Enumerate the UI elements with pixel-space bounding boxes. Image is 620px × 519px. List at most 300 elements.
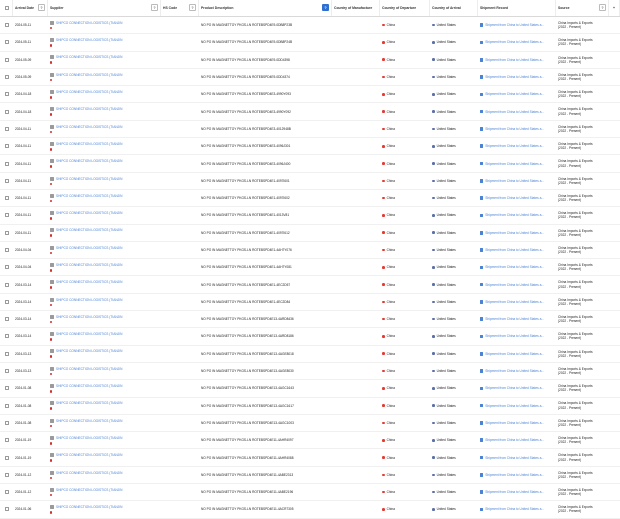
table-row[interactable] bbox=[0, 276, 620, 293]
row-checkbox[interactable] bbox=[5, 110, 9, 114]
arrival-date: 2024-03-14 bbox=[15, 334, 32, 339]
departure-label: China bbox=[386, 23, 395, 28]
table-row[interactable] bbox=[0, 259, 620, 276]
china-flag-icon bbox=[382, 335, 385, 338]
departure-label: China bbox=[386, 507, 395, 512]
row-checkbox[interactable] bbox=[5, 456, 9, 460]
source-line-1: China Imports & Exports bbox=[558, 505, 593, 510]
supplier-link[interactable]: SHIPCO CONNECTION LOGISTICS (TIANJIN bbox=[56, 159, 123, 164]
table-row[interactable] bbox=[0, 173, 620, 190]
row-spacer bbox=[609, 242, 620, 258]
product-description: NO PO IN MAGNETTOY PKGS-LN ROTEBSPD4E1-4EC2D84 bbox=[201, 299, 291, 304]
company-icon bbox=[50, 21, 54, 25]
departure-label: China bbox=[386, 178, 395, 183]
row-select-cell bbox=[0, 138, 13, 154]
source-line-1: China Imports & Exports bbox=[558, 90, 593, 95]
supplier-cell bbox=[48, 294, 161, 310]
country-of-arrival bbox=[430, 363, 478, 379]
shipment-record bbox=[478, 277, 556, 293]
country-of-departure bbox=[380, 294, 430, 310]
row-select-cell bbox=[0, 259, 13, 275]
source-line-2: (2022 - Present) bbox=[558, 25, 582, 30]
table-row[interactable] bbox=[0, 467, 620, 484]
supplier-link[interactable]: SHIPCO CONNECTION LOGISTICS (TIANJIN bbox=[56, 332, 123, 337]
flag-icon bbox=[50, 217, 53, 220]
country-of-manufacture bbox=[332, 156, 380, 172]
document-icon bbox=[480, 179, 483, 183]
filter-active-icon[interactable]: ? bbox=[322, 4, 329, 11]
arrival-label: United States bbox=[436, 161, 456, 166]
source-line-2: (2022 - Present) bbox=[558, 111, 582, 116]
source-line-1: China Imports & Exports bbox=[558, 142, 593, 147]
flag-icon bbox=[50, 252, 53, 255]
row-checkbox[interactable] bbox=[5, 23, 9, 27]
shipment-record-link[interactable]: Shipment from China to United States a... bbox=[485, 248, 545, 252]
table-row[interactable] bbox=[0, 155, 620, 172]
supplier-link[interactable]: SHIPCO CONNECTION LOGISTICS (TIANJIN bbox=[56, 366, 123, 371]
shipment-record bbox=[478, 484, 556, 500]
header-country-of-arrival[interactable] bbox=[430, 0, 478, 16]
source-line-1: China Imports & Exports bbox=[558, 280, 593, 285]
arrival-label: United States bbox=[436, 490, 456, 495]
row-select-cell bbox=[0, 450, 13, 466]
source-line-1: China Imports & Exports bbox=[558, 211, 593, 216]
arrival-date: 2024-04-11 bbox=[15, 161, 32, 166]
supplier-link[interactable]: SHIPCO CONNECTION LOGISTICS (TIANJIN bbox=[56, 487, 123, 492]
source-line-2: (2022 - Present) bbox=[558, 440, 582, 445]
shipment-record-link[interactable]: Shipment from China to United States a... bbox=[485, 178, 545, 183]
company-icon bbox=[50, 177, 54, 181]
row-spacer bbox=[609, 190, 620, 206]
header-product-description[interactable] bbox=[199, 0, 332, 16]
arrival-label: United States bbox=[436, 230, 456, 235]
source-line-2: (2022 - Present) bbox=[558, 232, 582, 237]
supplier-link[interactable]: SHIPCO CONNECTION LOGISTICS (TIANJIN bbox=[56, 107, 123, 112]
supplier-line bbox=[50, 38, 122, 42]
source-line-2: (2022 - Present) bbox=[558, 163, 582, 168]
row-checkbox[interactable] bbox=[5, 248, 9, 252]
company-icon bbox=[50, 211, 54, 215]
row-checkbox[interactable] bbox=[5, 127, 9, 131]
company-icon bbox=[50, 263, 54, 267]
flag-icon bbox=[50, 234, 53, 237]
supplier-line bbox=[50, 419, 122, 423]
row-checkbox[interactable] bbox=[5, 404, 9, 408]
arrival-date: 2024-05-09 bbox=[15, 75, 32, 80]
company-icon bbox=[50, 73, 54, 77]
header-source[interactable] bbox=[556, 0, 609, 16]
supplier-cell bbox=[48, 173, 161, 189]
country-of-manufacture bbox=[332, 173, 380, 189]
supplier-link[interactable]: SHIPCO CONNECTION LOGISTICS (TIANJIN bbox=[56, 193, 123, 198]
source-cell bbox=[556, 346, 609, 362]
source-cell bbox=[556, 242, 609, 258]
country-of-manufacture bbox=[332, 415, 380, 431]
row-checkbox[interactable] bbox=[5, 92, 9, 96]
arrival-label: United States bbox=[436, 507, 456, 512]
document-icon bbox=[480, 162, 483, 166]
supplier-link[interactable]: SHIPCO CONNECTION LOGISTICS (TIANJIN bbox=[56, 263, 123, 267]
shipment-record-link[interactable]: Shipment from China to United States a... bbox=[485, 472, 545, 477]
table-row[interactable] bbox=[0, 484, 620, 501]
shipment-record bbox=[478, 104, 556, 120]
supplier-link[interactable]: SHIPCO CONNECTION LOGISTICS (TIANJIN bbox=[56, 280, 123, 285]
shipment-record-link[interactable]: Shipment from China to United States a... bbox=[485, 126, 545, 131]
row-checkbox[interactable] bbox=[5, 473, 9, 477]
document-icon bbox=[480, 248, 483, 252]
row-checkbox[interactable] bbox=[5, 334, 9, 338]
flag-icon bbox=[50, 200, 53, 203]
row-select-cell bbox=[0, 156, 13, 172]
row-select-cell bbox=[0, 311, 13, 327]
country-of-departure bbox=[380, 415, 430, 431]
source-line-2: (2022 - Present) bbox=[558, 198, 582, 203]
china-flag-icon bbox=[382, 352, 385, 355]
flag-icon bbox=[50, 425, 53, 428]
row-checkbox[interactable] bbox=[5, 507, 9, 511]
table-row[interactable] bbox=[0, 380, 620, 397]
supplier-link[interactable]: SHIPCO CONNECTION LOGISTICS (TIANJIN bbox=[56, 435, 123, 440]
supplier-link[interactable]: SHIPCO CONNECTION LOGISTICS (TIANJIN bbox=[56, 505, 123, 510]
table-row[interactable] bbox=[0, 52, 620, 69]
shipment-record bbox=[478, 311, 556, 327]
supplier-link[interactable]: SHIPCO CONNECTION LOGISTICS (TIANJIN bbox=[56, 90, 123, 95]
source-cell bbox=[556, 259, 609, 275]
table-row[interactable] bbox=[0, 432, 620, 449]
arrival-label: United States bbox=[436, 178, 456, 183]
document-icon bbox=[480, 75, 483, 79]
filter-icon[interactable]: ? bbox=[599, 4, 606, 11]
shipment-record-link[interactable]: Shipment from China to United States a... bbox=[485, 369, 545, 374]
supplier-cell bbox=[48, 190, 161, 206]
header-shipment-record[interactable] bbox=[478, 0, 556, 16]
arrival-date: 2024-05-11 bbox=[15, 40, 32, 45]
source-line-1: China Imports & Exports bbox=[558, 107, 593, 112]
supplier-cell bbox=[48, 69, 161, 85]
china-flag-icon bbox=[382, 24, 385, 27]
supplier-link[interactable]: SHIPCO CONNECTION LOGISTICS (TIANJIN bbox=[56, 72, 123, 77]
shipment-record-link[interactable]: Shipment from China to United States a... bbox=[485, 265, 545, 270]
row-checkbox[interactable] bbox=[5, 421, 9, 425]
row-checkbox[interactable] bbox=[5, 300, 9, 304]
shipment-record bbox=[478, 259, 556, 275]
source-cell bbox=[556, 207, 609, 223]
table-row[interactable] bbox=[0, 86, 620, 103]
china-flag-icon bbox=[382, 180, 385, 183]
departure-label: China bbox=[386, 420, 395, 425]
row-checkbox[interactable] bbox=[5, 179, 9, 183]
china-flag-icon bbox=[382, 370, 385, 373]
source-line-2: (2022 - Present) bbox=[558, 180, 582, 185]
supplier-link[interactable]: SHIPCO CONNECTION LOGISTICS (TIANJIN bbox=[56, 38, 123, 43]
row-spacer bbox=[609, 259, 620, 275]
table-row[interactable] bbox=[0, 346, 620, 363]
row-checkbox[interactable] bbox=[5, 369, 9, 373]
shipment-record-link[interactable]: Shipment from China to United States a... bbox=[485, 213, 545, 218]
header-supplier[interactable] bbox=[48, 0, 161, 16]
source-line-2: (2022 - Present) bbox=[558, 422, 582, 427]
company-icon bbox=[50, 471, 54, 475]
shipment-record-link[interactable]: Shipment from China to United States a... bbox=[485, 420, 545, 425]
source-line-1: China Imports & Exports bbox=[558, 470, 593, 475]
source-cell bbox=[556, 17, 609, 33]
china-flag-icon bbox=[382, 266, 385, 269]
source-line-1: China Imports & Exports bbox=[558, 193, 593, 198]
product-description: NO PO IN MAGNETTOY PKGS-LN ROTEBSPD4E3-4096J301 bbox=[201, 144, 291, 149]
flag-icon bbox=[50, 96, 53, 99]
country-of-departure bbox=[380, 34, 430, 50]
supplier-link[interactable]: SHIPCO CONNECTION LOGISTICS (TIANJIN bbox=[56, 418, 123, 423]
product-description: NO PO IN MAGNETTOY PKGS-LN ROTEBSPD4E1-4097I612 bbox=[201, 230, 290, 235]
shipment-record bbox=[478, 34, 556, 50]
supplier-link[interactable]: SHIPCO CONNECTION LOGISTICS (TIANJIN bbox=[56, 228, 123, 233]
arrival-label: United States bbox=[436, 386, 456, 391]
table-row[interactable] bbox=[0, 328, 620, 345]
supplier-link[interactable]: SHIPCO CONNECTION LOGISTICS (TIANJIN bbox=[56, 384, 123, 389]
shipment-record-link[interactable]: Shipment from China to United States a... bbox=[485, 317, 545, 322]
document-icon bbox=[480, 490, 483, 494]
shipment-record-link[interactable]: Shipment from China to United States a... bbox=[485, 282, 545, 287]
shipment-record-link[interactable]: Shipment from China to United States a... bbox=[485, 75, 545, 80]
supplier-link[interactable]: SHIPCO CONNECTION LOGISTICS (TIANJIN bbox=[56, 245, 123, 250]
table-row[interactable] bbox=[0, 449, 620, 466]
country-of-manufacture bbox=[332, 311, 380, 327]
supplier-line bbox=[50, 142, 122, 146]
country-of-departure bbox=[380, 190, 430, 206]
supplier-link[interactable]: SHIPCO CONNECTION LOGISTICS (TIANJIN bbox=[56, 401, 123, 406]
source-line-1: China Imports & Exports bbox=[558, 124, 593, 129]
row-select-cell bbox=[0, 277, 13, 293]
header-hs-code[interactable] bbox=[161, 0, 199, 16]
row-checkbox[interactable] bbox=[5, 352, 9, 356]
supplier-link[interactable]: SHIPCO CONNECTION LOGISTICS (TIANJIN bbox=[56, 20, 123, 25]
row-checkbox[interactable] bbox=[5, 386, 9, 390]
row-checkbox[interactable] bbox=[5, 58, 9, 62]
shipment-record-link[interactable]: Shipment from China to United States a... bbox=[485, 144, 545, 149]
row-checkbox[interactable] bbox=[5, 144, 9, 148]
row-select-cell bbox=[0, 346, 13, 362]
supplier-link[interactable]: SHIPCO CONNECTION LOGISTICS (TIANJIN bbox=[56, 470, 123, 475]
shipment-record-link[interactable]: Shipment from China to United States a... bbox=[485, 507, 545, 512]
row-select-cell bbox=[0, 69, 13, 85]
hs-code bbox=[161, 104, 199, 120]
row-checkbox[interactable] bbox=[5, 162, 9, 166]
shipment-record-link[interactable]: Shipment from China to United States a... bbox=[485, 403, 545, 408]
source-line-2: (2022 - Present) bbox=[558, 42, 582, 47]
shipment-record-link[interactable]: Shipment from China to United States a... bbox=[485, 299, 545, 304]
supplier-link[interactable]: SHIPCO CONNECTION LOGISTICS (TIANJIN bbox=[56, 453, 123, 458]
row-checkbox[interactable] bbox=[5, 265, 9, 269]
departure-label: China bbox=[386, 351, 395, 356]
shipment-record bbox=[478, 380, 556, 396]
header-country-of-manufacture[interactable] bbox=[332, 0, 380, 16]
us-flag-icon bbox=[432, 41, 435, 44]
source-cell bbox=[556, 225, 609, 241]
arrival-date: 2024-04-11 bbox=[15, 196, 32, 201]
filter-icon[interactable]: ? bbox=[151, 4, 158, 11]
row-checkbox[interactable] bbox=[5, 75, 9, 79]
country-of-arrival bbox=[430, 138, 478, 154]
table-row[interactable] bbox=[0, 17, 620, 34]
source-cell bbox=[556, 86, 609, 102]
shipment-record-link[interactable]: Shipment from China to United States a... bbox=[485, 490, 545, 495]
supplier-cell bbox=[48, 432, 161, 448]
document-icon bbox=[480, 473, 483, 477]
table-row[interactable] bbox=[0, 121, 620, 138]
product-description: NO PO IN MAGNETTOY PKGS-LN ROTEBSPD4E1-4097I601 bbox=[201, 178, 290, 183]
supplier-cell bbox=[48, 52, 161, 68]
shipment-record-link[interactable]: Shipment from China to United States a... bbox=[485, 334, 545, 339]
departure-label: China bbox=[386, 75, 395, 80]
shipment-record bbox=[478, 207, 556, 223]
supplier-cell bbox=[48, 328, 161, 344]
table-row[interactable] bbox=[0, 138, 620, 155]
shipment-record-link[interactable]: Shipment from China to United States a... bbox=[485, 438, 545, 443]
source-cell bbox=[556, 156, 609, 172]
column-settings-icon[interactable]: + bbox=[609, 0, 620, 16]
arrival-date: 2024-03-14 bbox=[15, 282, 32, 287]
arrival-date: 2024-04-11 bbox=[15, 144, 32, 149]
flag-icon bbox=[50, 355, 53, 358]
shipment-record-link[interactable]: Shipment from China to United States a... bbox=[485, 57, 545, 62]
country-of-departure bbox=[380, 156, 430, 172]
departure-label: China bbox=[386, 334, 395, 339]
shipment-record bbox=[478, 86, 556, 102]
flag-icon bbox=[50, 304, 53, 307]
supplier-link[interactable]: SHIPCO CONNECTION LOGISTICS (TIANJIN bbox=[56, 55, 123, 60]
source-line-1: China Imports & Exports bbox=[558, 314, 593, 319]
country-of-arrival bbox=[430, 328, 478, 344]
supplier-link[interactable]: SHIPCO CONNECTION LOGISTICS (TIANJIN bbox=[56, 314, 123, 319]
source-cell bbox=[556, 450, 609, 466]
supplier-link[interactable]: SHIPCO CONNECTION LOGISTICS (TIANJIN bbox=[56, 349, 123, 354]
shipment-record-link[interactable]: Shipment from China to United States a... bbox=[485, 386, 545, 391]
row-spacer bbox=[609, 501, 620, 517]
departure-label: China bbox=[386, 144, 395, 149]
shipment-record-link[interactable]: Shipment from China to United States a... bbox=[485, 351, 545, 356]
header-arrival-date[interactable] bbox=[13, 0, 48, 16]
supplier-link[interactable]: SHIPCO CONNECTION LOGISTICS (TIANJIN bbox=[56, 211, 123, 216]
header-country-of-departure[interactable] bbox=[380, 0, 430, 16]
company-icon bbox=[50, 194, 54, 198]
country-of-manufacture bbox=[332, 501, 380, 517]
country-of-departure bbox=[380, 52, 430, 68]
table-row[interactable] bbox=[0, 103, 620, 120]
country-of-arrival bbox=[430, 467, 478, 483]
table-header bbox=[0, 0, 620, 17]
table-row[interactable] bbox=[0, 34, 620, 51]
table-row[interactable] bbox=[0, 190, 620, 207]
hs-code bbox=[161, 86, 199, 102]
table-row[interactable] bbox=[0, 294, 620, 311]
table-row[interactable] bbox=[0, 225, 620, 242]
country-of-manufacture bbox=[332, 450, 380, 466]
shipment-record-link[interactable]: Shipment from China to United States a... bbox=[485, 92, 545, 97]
table-row[interactable] bbox=[0, 242, 620, 259]
table-row[interactable] bbox=[0, 69, 620, 86]
us-flag-icon bbox=[432, 474, 435, 477]
row-checkbox[interactable] bbox=[5, 231, 9, 235]
shipment-record-link[interactable]: Shipment from China to United States a... bbox=[485, 23, 545, 28]
shipment-record-link[interactable]: Shipment from China to United States a... bbox=[485, 161, 545, 166]
departure-label: China bbox=[386, 282, 395, 287]
source-line-2: (2022 - Present) bbox=[558, 128, 582, 133]
row-checkbox[interactable] bbox=[5, 283, 9, 287]
supplier-link[interactable]: SHIPCO CONNECTION LOGISTICS (TIANJIN bbox=[56, 124, 123, 129]
table-row[interactable] bbox=[0, 311, 620, 328]
country-of-manufacture bbox=[332, 52, 380, 68]
shipment-record bbox=[478, 173, 556, 189]
table-row[interactable] bbox=[0, 415, 620, 432]
document-icon bbox=[480, 23, 483, 27]
row-spacer bbox=[609, 467, 620, 483]
filter-icon[interactable]: ? bbox=[38, 4, 45, 11]
supplier-link[interactable]: SHIPCO CONNECTION LOGISTICS (TIANJIN bbox=[56, 176, 123, 181]
departure-label: China bbox=[386, 40, 395, 45]
departure-label: China bbox=[386, 438, 395, 443]
shipment-record-link[interactable]: Shipment from China to United States a... bbox=[485, 109, 545, 114]
table-body bbox=[0, 17, 620, 519]
table-row[interactable] bbox=[0, 398, 620, 415]
shipment-record-link[interactable]: Shipment from China to United States a... bbox=[485, 40, 545, 45]
row-checkbox[interactable] bbox=[5, 213, 9, 217]
shipment-record-link[interactable]: Shipment from China to United States a... bbox=[485, 455, 545, 460]
arrival-label: United States bbox=[436, 351, 456, 356]
source-line-2: (2022 - Present) bbox=[558, 301, 582, 306]
hs-code bbox=[161, 484, 199, 500]
row-spacer bbox=[609, 52, 620, 68]
source-line-1: China Imports & Exports bbox=[558, 38, 593, 43]
table-row[interactable] bbox=[0, 363, 620, 380]
hs-code bbox=[161, 173, 199, 189]
table-row[interactable] bbox=[0, 207, 620, 224]
table-row[interactable] bbox=[0, 501, 620, 518]
document-icon bbox=[480, 231, 483, 235]
arrival-date: 2024-05-09 bbox=[15, 57, 32, 62]
supplier-link[interactable]: SHIPCO CONNECTION LOGISTICS (TIANJIN bbox=[56, 297, 123, 302]
row-checkbox[interactable] bbox=[5, 438, 9, 442]
company-icon bbox=[50, 419, 54, 423]
document-icon bbox=[480, 266, 483, 270]
flag-icon bbox=[50, 269, 53, 272]
source-cell bbox=[556, 104, 609, 120]
arrival-date: 2024-04-18 bbox=[15, 92, 32, 97]
hs-code bbox=[161, 380, 199, 396]
row-checkbox[interactable] bbox=[5, 490, 9, 494]
shipment-record bbox=[478, 328, 556, 344]
hs-code bbox=[161, 138, 199, 154]
flag-icon bbox=[50, 27, 53, 30]
source-cell bbox=[556, 467, 609, 483]
row-checkbox[interactable] bbox=[5, 40, 9, 44]
country-of-arrival bbox=[430, 242, 478, 258]
row-spacer bbox=[609, 17, 620, 33]
product-description: NO PO IN MAGNETTOY PKGS-LN ROTEBSPD4E11-4ACR7305 bbox=[201, 507, 294, 512]
supplier-line bbox=[50, 367, 122, 371]
header-label: Country of Arrival bbox=[432, 6, 461, 10]
filter-icon[interactable]: ? bbox=[189, 4, 196, 11]
country-of-arrival bbox=[430, 346, 478, 362]
row-checkbox[interactable] bbox=[5, 317, 9, 321]
company-icon bbox=[50, 367, 54, 371]
arrival-label: United States bbox=[436, 472, 456, 477]
source-line-1: China Imports & Exports bbox=[558, 332, 593, 337]
row-checkbox[interactable] bbox=[5, 196, 9, 200]
select-all-checkbox[interactable] bbox=[5, 6, 9, 10]
shipment-record-link[interactable]: Shipment from China to United States a... bbox=[485, 196, 545, 201]
supplier-link[interactable]: SHIPCO CONNECTION LOGISTICS (TIANJIN bbox=[56, 141, 123, 146]
shipment-record-link[interactable]: Shipment from China to United States a... bbox=[485, 230, 545, 235]
